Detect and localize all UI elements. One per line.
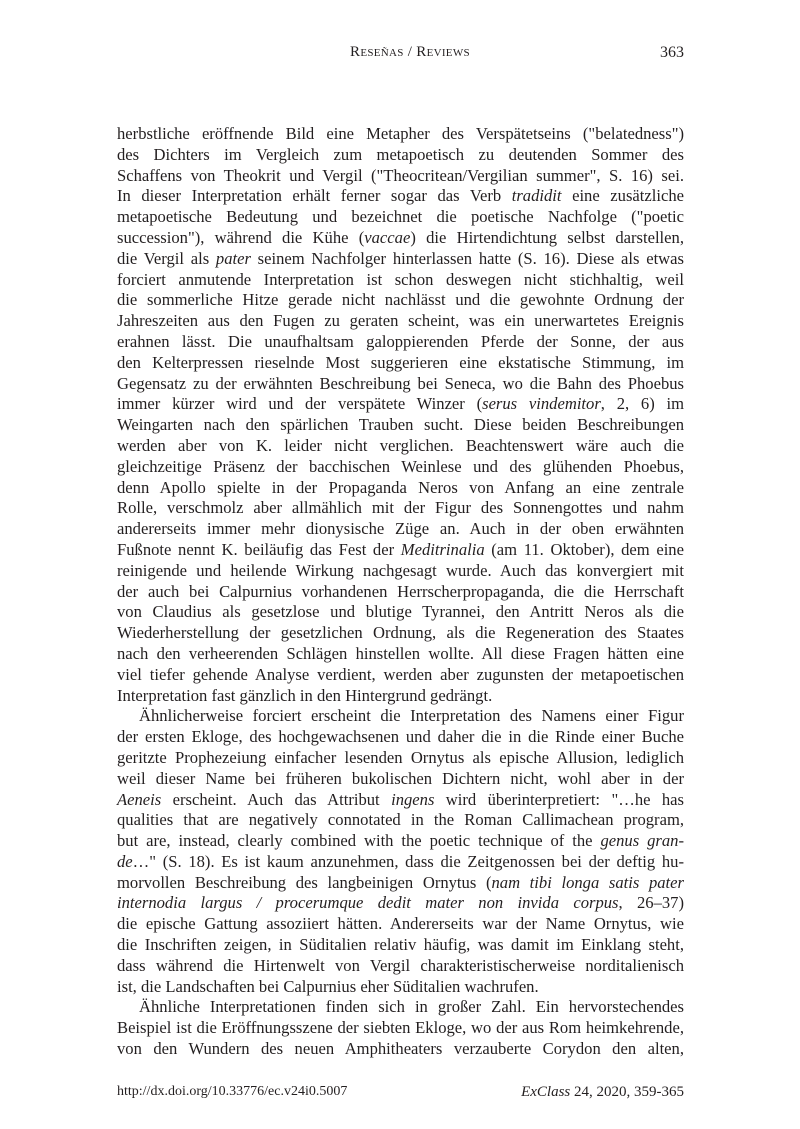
italic-text: vaccae xyxy=(364,227,411,247)
text-line xyxy=(117,207,684,228)
text-segment: Jahreszeiten aus den Fugen zu geraten scheint, was ein unerwartetes Ereignis xyxy=(117,311,684,331)
text-line xyxy=(117,311,684,332)
text-line xyxy=(117,727,684,748)
italic-text: pater xyxy=(215,248,251,268)
text-segment: von den Wundern des neuen Amphitheaters verzauberte Corydon den alten, xyxy=(117,1039,684,1059)
text-segment: wird überinterpretiert: "…he has xyxy=(434,789,684,809)
text-line xyxy=(117,790,684,811)
text-line xyxy=(117,997,684,1018)
text-segment: Ähnliche Interpretationen finden sich in großer Zahl. Ein hervorstechendes xyxy=(139,997,684,1017)
text-line xyxy=(117,498,684,519)
running-header: Reseñas / Reviews xyxy=(350,44,470,60)
journal-citation xyxy=(521,1084,684,1101)
doi-link[interactable]: http://dx.doi.org/10.33776/ec.v24i0.5007 xyxy=(117,1084,348,1099)
text-line xyxy=(117,665,684,686)
text-segment: weil dieser Name bei früheren bukolischen Dichtern nicht, wohl aber in der xyxy=(117,768,684,788)
text-line xyxy=(117,893,684,914)
citation-details: 24, 2020, 359-365 xyxy=(570,1084,684,1100)
text-segment: der auch bei Calpurnius vorhandenen Herrscherpropaganda, die die Herrschaft xyxy=(117,581,684,601)
italic-text: Meditrinalia xyxy=(400,539,485,559)
text-line xyxy=(117,478,684,499)
text-segment: die Vergil als xyxy=(117,248,216,268)
text-segment: die sommerliche Hitze gerade nicht nachlässt und die gewohnte Ordnung der xyxy=(117,290,684,310)
text-segment: seinem Nachfolger hinterlassen hatte (S. 16). Diese als etwas xyxy=(250,248,684,268)
text-segment: Interpretation fast gänzlich in den Hintergrund gedrängt. xyxy=(117,685,493,705)
text-line xyxy=(117,706,684,727)
text-segment: morvollen Beschreibung des langbeinigen Ornytus ( xyxy=(117,872,492,892)
text-line xyxy=(117,582,684,603)
text-line xyxy=(117,353,684,374)
italic-text: de xyxy=(117,851,133,871)
text-segment: qualities that are negatively connotated in the Roman Callimachean program, xyxy=(117,810,684,830)
italic-text: nam tibi longa satis pater xyxy=(491,872,684,892)
text-line xyxy=(117,519,684,540)
text-segment: werden aber von K. leider nicht verglichen. Beachtenswert wäre auch die xyxy=(117,435,684,455)
italic-text: Aeneis xyxy=(117,789,162,809)
text-line xyxy=(117,145,684,166)
text-line xyxy=(117,1039,684,1060)
text-segment: nach den verheerenden Schlägen hinstellen wollte. All diese Fragen hätten eine xyxy=(117,643,684,663)
text-line xyxy=(117,332,684,353)
text-line xyxy=(117,166,684,187)
text-segment: Schaffens von Theokrit und Vergil ("Theocritean/Vergilian summer", S. 16) sei. xyxy=(117,165,684,185)
text-segment: gleichzeitige Präsenz der bacchischen Weinlese und des glühenden Phoebus, xyxy=(117,456,684,476)
text-line xyxy=(117,623,684,644)
text-segment: , 26–37) xyxy=(618,893,685,913)
text-segment: viel tiefer gehende Analyse verdient, werden aber zugunsten der metapoetischen xyxy=(117,664,684,684)
text-segment: metapoetische Bedeutung und bezeichnet die poetische Nachfolge ("poetic xyxy=(117,207,684,227)
text-segment: In dieser Interpretation erhält ferner sogar das Verb xyxy=(117,186,512,206)
text-segment: herbstliche eröffnende Bild eine Metapher des Verspätetseins ("belatedness") xyxy=(117,124,684,143)
italic-text: internodia largus / procerumque dedit mater non invida corpus xyxy=(117,893,619,913)
text-line xyxy=(117,290,684,311)
text-segment: die epische Gattung assoziiert hätten. Andererseits war der Name Ornytus, wie xyxy=(117,914,684,934)
text-segment: , 2, 6) im xyxy=(600,394,684,414)
text-segment: succession"), während die Kühe ( xyxy=(117,227,365,247)
text-segment: Gegensatz zu der erwähnten Beschreibung bei Seneca, wo die Bahn des Phoebus xyxy=(117,373,684,393)
text-segment: reinigende und heilende Wirkung nachgesagt wurde. Auch das konvergiert mit xyxy=(117,560,684,580)
text-line xyxy=(117,644,684,665)
text-segment: forciert anmutende Interpretation ist schon deswegen nicht stichhaltig, weil xyxy=(117,269,684,289)
text-line xyxy=(117,831,684,852)
text-segment: ist, die Landschaften bei Calpurnius eher Süditalien wachrufen. xyxy=(117,976,539,996)
text-segment: Wiederherstellung der gesetzlichen Ordnung, als die Regeneration des Staates xyxy=(117,623,684,643)
text-line xyxy=(117,394,684,415)
text-segment: der ersten Ekloge, des hochgewachsenen und daher die in die Rinde einer Buche xyxy=(117,727,684,747)
text-line xyxy=(117,914,684,935)
text-segment: von Claudius als gesetzlose und blutige Tyrannei, den Antritt Neros als die xyxy=(117,602,684,622)
text-segment: denn Apollo spielte in der Propaganda Neros von Anfang an eine zentrale xyxy=(117,477,684,497)
text-line xyxy=(117,1018,684,1039)
text-line xyxy=(117,873,684,894)
text-segment: …" (S. 18). Es ist kaum anzunehmen, dass die Zeitgenossen bei der deftig hu- xyxy=(132,851,684,871)
text-segment: Fußnote nennt K. beiläufig das Fest der xyxy=(117,539,401,559)
text-segment: die Inschriften zeigen, in Süditalien relativ häufig, was damit im Einklang steht, xyxy=(117,935,684,955)
text-segment: (am 11. Oktober), dem eine xyxy=(484,539,684,559)
text-line xyxy=(117,935,684,956)
text-line xyxy=(117,186,684,207)
text-segment: den Kelterpressen rieselnde Most suggerieren eine ekstatische Stimmung, im xyxy=(117,352,684,372)
italic-text: ingens xyxy=(391,789,435,809)
text-line xyxy=(117,852,684,873)
text-line xyxy=(117,956,684,977)
text-line xyxy=(117,270,684,291)
text-segment: ) die Hirtendichtung selbst darstellen, xyxy=(410,227,684,247)
text-line xyxy=(117,436,684,457)
text-segment: dass während die Hirtenwelt von Vergil charakteristischerweise norditalienisch xyxy=(117,955,684,975)
text-segment: erscheint. Auch das Attribut xyxy=(161,789,392,809)
journal-name: ExClass xyxy=(521,1084,571,1100)
text-line xyxy=(117,415,684,436)
text-line xyxy=(117,748,684,769)
body-text xyxy=(117,124,684,1060)
text-segment: eine zusätzliche xyxy=(561,186,684,206)
italic-text: serus vindemitor xyxy=(482,394,601,414)
page-number: 363 xyxy=(660,44,684,61)
text-segment: andererseits immer mehr dionysische Züge an. Auch in der oben erwähnten xyxy=(117,519,684,539)
text-segment: Beispiel ist die Eröffnungsszene der siebten Ekloge, wo der aus Rom heimkehrende, xyxy=(117,1018,684,1038)
text-line xyxy=(117,124,684,145)
text-line xyxy=(117,457,684,478)
text-segment: but are, instead, clearly combined with the poetic technique of the xyxy=(117,831,601,851)
text-line xyxy=(117,686,684,707)
italic-text: genus gran- xyxy=(600,831,684,851)
text-line xyxy=(117,810,684,831)
text-line xyxy=(117,374,684,395)
text-line xyxy=(117,540,684,561)
text-segment: Ähnlicherweise forciert erscheint die Interpretation des Namens einer Figur xyxy=(139,706,684,726)
text-segment: Weingarten nach den spärlichen Trauben sucht. Diese beiden Beschreibungen xyxy=(117,415,684,435)
text-line xyxy=(117,602,684,623)
text-segment: immer kürzer wird und der verspätete Winzer ( xyxy=(117,394,483,414)
text-segment: erahnen lässt. Die unaufhaltsam galoppierenden Pferde der Sonne, der aus xyxy=(117,331,684,351)
text-segment: Rolle, verschmolz aber allmählich mit der Figur des Sonnengottes und nahm xyxy=(117,498,684,518)
text-line xyxy=(117,977,684,998)
text-line xyxy=(117,769,684,790)
text-line xyxy=(117,561,684,582)
text-segment: des Dichters im Vergleich zum metapoetisch zu deutenden Sommer des xyxy=(117,144,684,164)
italic-text: tradidit xyxy=(511,186,562,206)
text-segment: geritzte Prophezeiung einfacher lesenden Ornytus als epische Allusion, lediglich xyxy=(117,747,684,767)
text-line xyxy=(117,228,684,249)
text-line xyxy=(117,249,684,270)
